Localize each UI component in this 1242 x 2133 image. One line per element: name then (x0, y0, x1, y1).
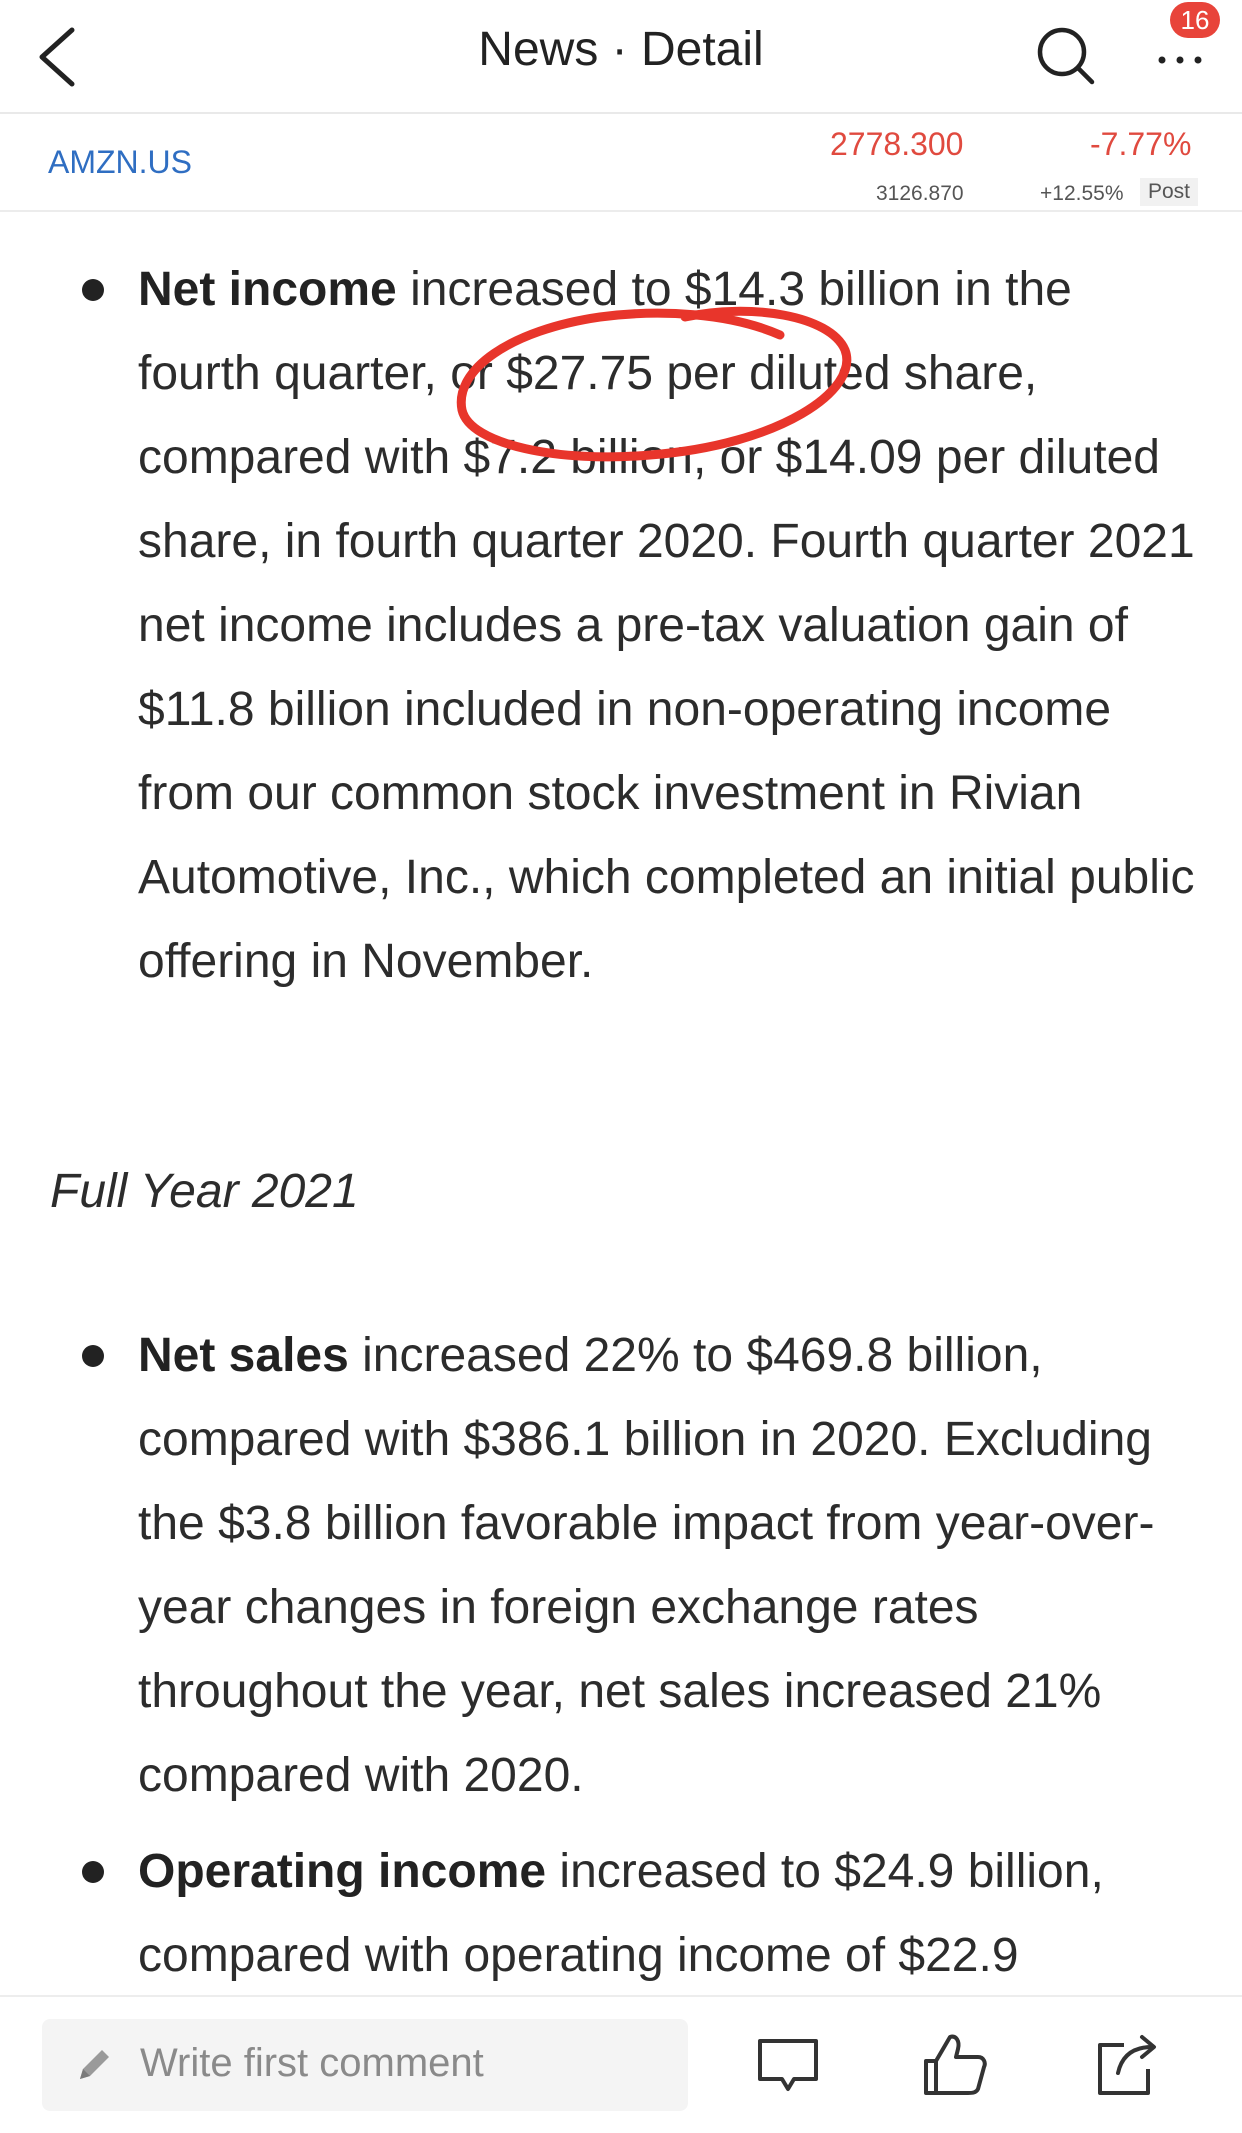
post-market-price: 3126.870 (876, 182, 964, 205)
page-title: News · Detail (478, 23, 764, 76)
bullet-dot (82, 1345, 104, 1367)
red-circle-annotation (450, 295, 870, 475)
ticker-symbol[interactable]: AMZN.US (48, 144, 192, 180)
stock-ticker-bar[interactable] (0, 114, 1242, 212)
ticker-change: -7.77% (1090, 126, 1192, 162)
nav-bar (0, 0, 1242, 114)
comment-icon[interactable] (750, 2027, 826, 2103)
bullet-dot (82, 1861, 104, 1883)
like-icon[interactable] (916, 2027, 992, 2103)
operating-income-paragraph (138, 1830, 1198, 1998)
bullet-dot (82, 279, 104, 301)
comment-placeholder: Write first comment (140, 2041, 484, 2085)
net-sales-paragraph (138, 1314, 1198, 1818)
bottom-action-bar (0, 1995, 1242, 2133)
ticker-price: 2778.300 (830, 126, 964, 162)
post-market-change: +12.55% (1040, 182, 1124, 205)
section-title-full-year: Full Year 2021 (50, 1165, 359, 1218)
net-income-text: increased to $14.3 billion in the fourth quarter, or $27.75 per diluted share, compared with $7.2 billion, or $14.09 per diluted share, in fourth quarter 2020. Fourth quarter 2021 net income includes a pre-tax valuation gain of $11.8 billion included in non-operating income from our common stock investment in Rivian Automotive, Inc., which completed an initial public offering in November. (138, 263, 1195, 988)
notification-badge[interactable]: 16 (1170, 2, 1220, 38)
post-market-label: Post (1140, 178, 1198, 206)
pencil-icon (74, 2045, 114, 2085)
operating-income-heading: Operating income (138, 1845, 547, 1898)
net-income-heading: Net income (138, 263, 397, 316)
search-icon[interactable] (1030, 20, 1100, 90)
share-icon[interactable] (1088, 2027, 1164, 2103)
net-sales-text: increased 22% to $469.8 billion, compared with $386.1 billion in 2020. Excluding the $3.8 billion favorable impact from year-over-year changes in foreign exchange rates throughout the year, net sales increased 21% compared with 2020. (138, 1329, 1155, 1802)
comment-input[interactable] (42, 2019, 688, 2111)
operating-income-text: increased to $24.9 billion, compared with operating income of $22.9 (138, 1845, 1104, 1982)
net-sales-heading: Net sales (138, 1329, 349, 1382)
